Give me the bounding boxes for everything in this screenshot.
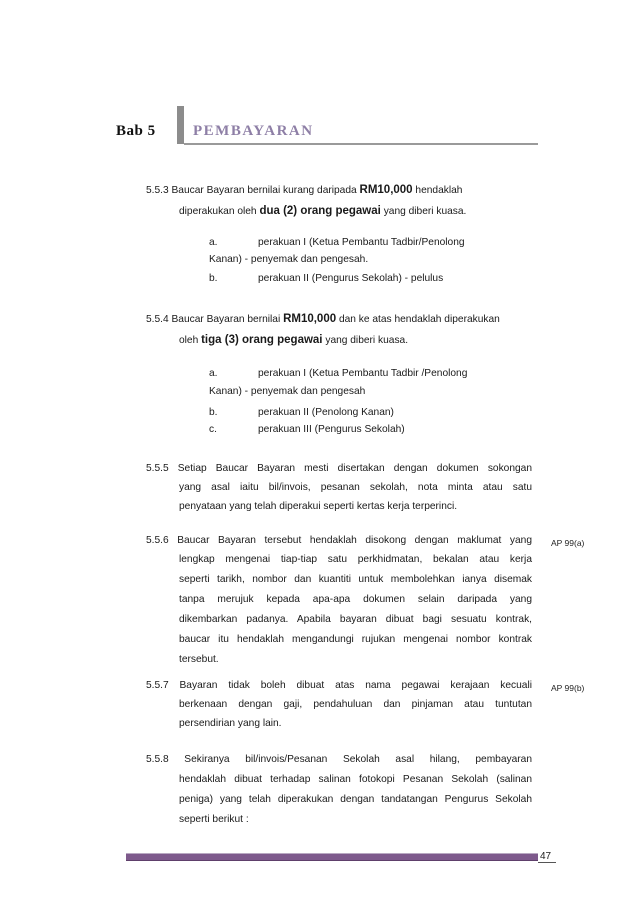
section-5-5-6-line-3: seperti tarikh, nombor dan kuantiti untuk membolehkan ianya disemak [179,574,532,585]
section-5-5-3-line-1 [146,183,462,198]
section-5-5-6-line-2: lengkap mengenai tiap-tiap satu perkhidmatan, bekalan atau kerja [179,554,532,565]
section-5-5-6-line-1: 5.5.6 Baucar Bayaran tersebut hendaklah disokong dengan maklumat yang [146,535,532,546]
footer-bar [126,853,538,861]
section-5-5-4-line-1 [146,312,500,327]
list-label-a: a. [209,237,218,248]
bold-amount: RM10,000 [283,313,337,325]
section-5-5-7-line-3: persendirian yang lain. [179,718,282,729]
list-item-b-text: perakuan II (Penolong Kanan) [258,407,394,418]
section-5-5-4-line-2 [179,333,408,348]
list-item-a-text-continued: Kanan) - penyemak dan pengesah [209,386,366,397]
page-number-underline [538,862,556,863]
list-item-a-text-continued: Kanan) - penyemak dan pengesah. [209,254,369,265]
text-span: diperakukan oleh [179,206,260,217]
bold-officers: tiga (3) orang pegawai [201,334,323,346]
section-5-5-5-line-3: penyataan yang telah diperakui seperti kertas kerja terperinci. [179,501,458,512]
section-5-5-6-line-6: baucar itu hendaklah mengandungi rujukan mengenai nombor kontrak [179,634,532,645]
chapter-divider-bar [177,106,184,144]
bold-amount: RM10,000 [359,184,413,196]
list-item-a-text: perakuan I (Ketua Pembantu Tadbir /Penolong [258,368,468,379]
text-span: 5.5.3 Baucar Bayaran bernilai kurang daripada [146,185,360,196]
list-item-b-text: perakuan II (Pengurus Sekolah) - pelulus [258,273,444,284]
margin-reference-note: AP 99(a) [551,538,585,548]
section-5-5-7-line-2: berkenaan dengan gaji, pendahuluan dan pinjaman atau tuntutan [179,699,532,710]
bold-officers: dua (2) orang pegawai [259,205,381,217]
section-5-5-6-line-7: tersebut. [179,654,219,665]
text-span: dan ke atas hendaklah diperakukan [336,314,500,325]
chapter-title: PEMBAYARAN [193,123,314,139]
list-item-a-text: perakuan I (Ketua Pembantu Tadbir/Penolong [258,237,465,248]
margin-reference-note: AP 99(b) [551,683,585,693]
section-5-5-8-line-2: hendaklah dibuat terhadap salinan fotokopi Pesanan Sekolah (salinan [179,774,532,785]
text-span: oleh [179,335,202,346]
text-span: yang diberi kuasa. [380,206,467,217]
section-5-5-8-line-3: peniga) yang telah diperakukan dengan tandatangan Pengurus Sekolah [179,794,532,805]
list-label-b: b. [209,407,218,418]
section-5-5-8-line-4: seperti berikut : [179,814,249,825]
section-5-5-6-line-5: dikembarkan padanya. Apabila bayaran dibuat bagi sesuatu kontrak, [179,614,532,625]
list-label-b: b. [209,273,218,284]
list-label-a: a. [209,368,218,379]
list-item-c-text: perakuan III (Pengurus Sekolah) [258,424,405,435]
text-span: hendaklah [412,185,463,196]
section-5-5-5-line-2: yang asal iaitu bil/invois, pesanan sekolah, nota minta atau satu [179,482,532,493]
section-5-5-6-line-4: tanpa merujuk kepada apa-apa dokumen selain daripada yang [179,594,532,605]
section-5-5-8-line-1: 5.5.8 Sekiranya bil/invois/Pesanan Sekolah asal hilang, pembayaran [146,754,532,765]
section-5-5-5-line-1: 5.5.5 Setiap Baucar Bayaran mesti disertakan dengan dokumen sokongan [146,463,532,474]
chapter-number: Bab 5 [116,123,156,139]
text-span: yang diberi kuasa. [322,335,409,346]
text-span: 5.5.4 Baucar Bayaran bernilai [146,314,284,325]
section-5-5-7-line-1: 5.5.7 Bayaran tidak boleh dibuat atas nama pegawai kerajaan kecuali [146,680,532,691]
chapter-underline [184,143,538,145]
page-number: 47 [540,851,552,862]
section-5-5-3-line-2 [179,204,466,219]
list-label-c: c. [209,424,217,435]
